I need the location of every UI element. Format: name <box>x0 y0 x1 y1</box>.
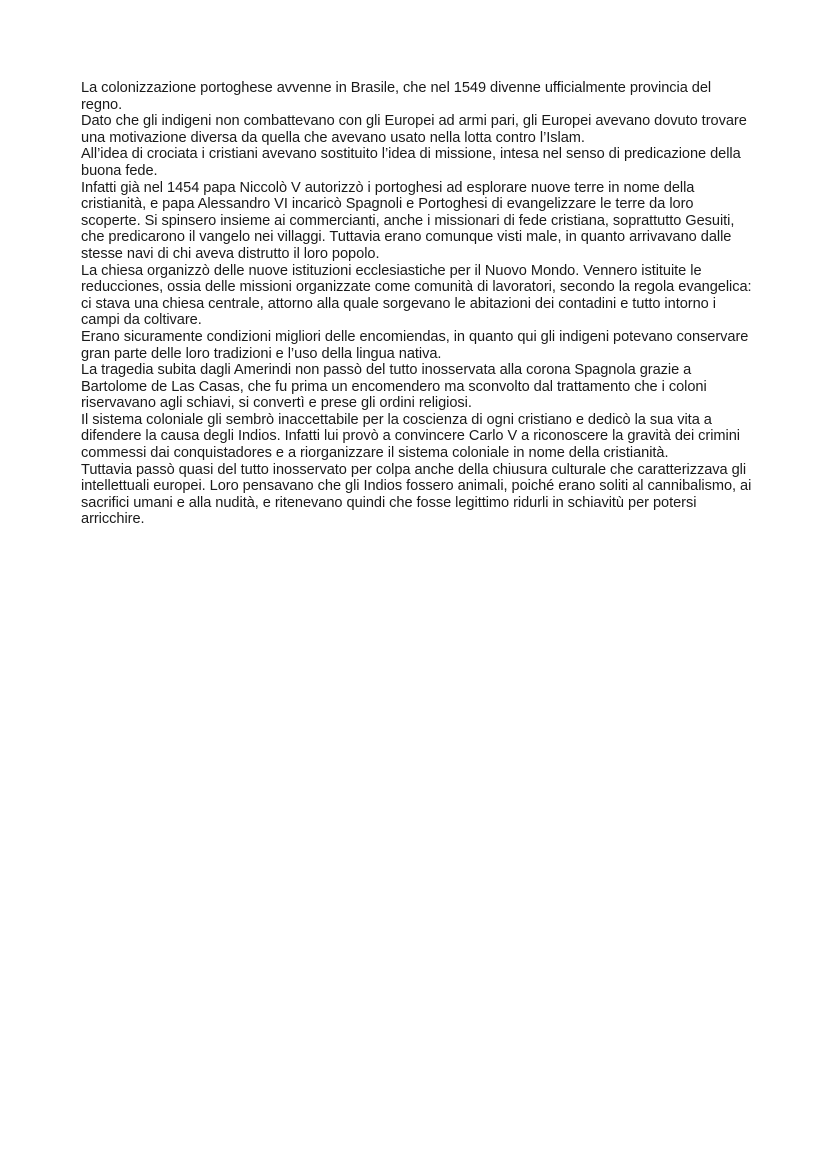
paragraph-las-casas: La tragedia subita dagli Amerindi non passò del tutto inosservata alla corona Spagnola grazie a Bartolome de Las Casas, che fu prima un encomendero ma sconvolto dal trattamento che i coloni riservavano agli schiavi, si convertì e prese gli ordini religiosi. <box>81 362 707 412</box>
paragraph-reducciones: La chiesa organizzò delle nuove istituzioni ecclesiastiche per il Nuovo Mondo. Vennero istituite le reducciones, ossia delle missioni organizzate come comunità di lavoratori, secondo la regola evangelica: ci stava una chiesa centrale, attorno alla quale sorgevano le abitazioni dei contadini e tutto intorno i campi da coltivare. <box>81 262 752 329</box>
paragraph-motivazione: Dato che gli indigeni non combattevano con gli Europei ad armi pari, gli Europei avevano dovuto trovare una motivazione diversa da quella che avevano usato nella lotta contro l’Islam. <box>81 113 747 146</box>
paragraph-missione: All’idea di crociata i cristiani avevano sostituito l’idea di missione, intesa nel senso di predicazione della buona fede. <box>81 146 741 179</box>
paragraph-papi: Infatti già nel 1454 papa Niccolò V autorizzò i portoghesi ad esplorare nuove terre in nome della cristianità, e papa Alessandro VI incaricò Spagnoli e Portoghesi di evangelizzare le terre da loro scoperte. Si spinsero insieme ai commercianti, anche i missionari di fede cristiana, soprattutto Gesuiti, che predicarono il vangelo nei villaggi. Tuttavia erano comunque visti male, in quanto arrivavano dalle stesse navi di chi aveva distrutto il loro popolo. <box>81 179 735 262</box>
paragraph-brasile: La colonizzazione portoghese avvenne in Brasile, che nel 1549 divenne ufficialmente provincia del regno. <box>81 80 712 113</box>
paragraph-sistema-coloniale: Il sistema coloniale gli sembrò inaccettabile per la coscienza di ogni cristiano e dedicò la sua vita a difendere la causa degli Indios. Infatti lui provò a convincere Carlo V a riconoscere la gravità dei crimini commessi dai conquistadores e a riorganizzare il sistema coloniale in nome della cristianità. <box>81 411 740 462</box>
body-text <box>81 80 753 528</box>
paragraph-chiusura-culturale: Tuttavia passò quasi del tutto inosservato per colpa anche della chiusura culturale che caratterizzava gli intellettuali europei. Loro pensavano che gli Indios fossero animali, poiché erano soliti al cannibalismo, ai sacrifici umani e alla nudità, e ritenevano quindi che fosse legittimo ridurli in schiavitù per potersi arricchire. <box>81 461 752 528</box>
paragraph-encomiendas: Erano sicuramente condizioni migliori delle encomiendas, in quanto qui gli indigeni potevano conservare gran parte delle loro tradizioni e l’uso della lingua nativa. <box>81 328 749 362</box>
